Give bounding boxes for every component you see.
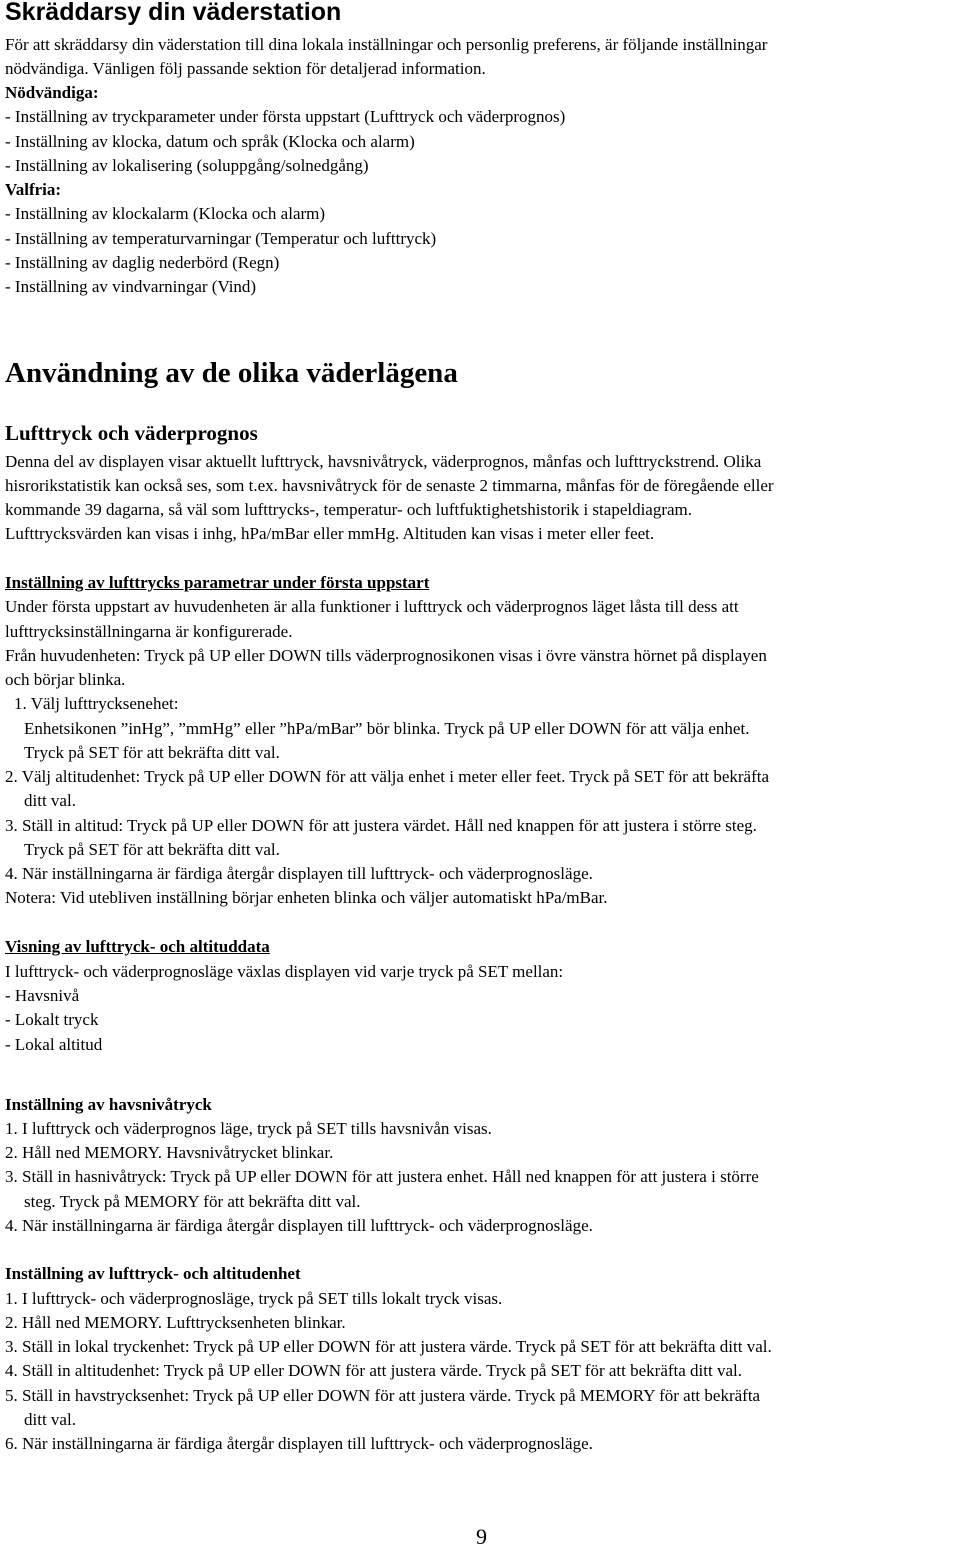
required-item: - Inställning av lokalisering (soluppgång/solnedgång) xyxy=(5,156,369,175)
setup-step: Tryck på SET för att bekräfta ditt val. xyxy=(24,743,280,762)
units-step: 4. Ställ in altitudenhet: Tryck på UP eller DOWN för att justera värde. Tryck på SET för att bekräfta ditt val. xyxy=(5,1361,742,1380)
subsection-title: Lufttryck och väderprognos xyxy=(5,421,258,445)
units-step: ditt val. xyxy=(24,1410,76,1429)
required-item: - Inställning av tryckparameter under första uppstart (Lufttryck och väderprognos) xyxy=(5,107,566,126)
subsection-text: Lufttrycksvärden kan visas i inhg, hPa/mBar eller mmHg. Altituden kan visas i meter eller feet. xyxy=(5,524,655,543)
section-title: Användning av de olika väderlägena xyxy=(5,357,458,389)
sealevel-step: 2. Håll ned MEMORY. Havsnivåtrycket blinkar. xyxy=(5,1143,334,1162)
display-item: - Lokalt tryck xyxy=(5,1010,99,1029)
units-heading: Inställning av lufttryck- och altitudenhet xyxy=(5,1264,301,1283)
setup-step: Tryck på SET för att bekräfta ditt val. xyxy=(24,840,280,859)
subsection-text: Denna del av displayen visar aktuellt lufttryck, havsnivåtryck, väderprognos, månfas och lufttryckstrend. Olika xyxy=(5,452,762,471)
subsection-text: kommande 39 dagarna, så väl som lufttrycks-, temperatur- och luftfuktighetshistorik i stapeldiagram. xyxy=(5,500,693,519)
setup-heading: Inställning av lufttrycks parametrar under första uppstart xyxy=(5,573,430,592)
sealevel-step: 4. När inställningarna är färdiga återgår displayen till lufttryck- och väderprognosläge. xyxy=(5,1216,593,1235)
units-step: 6. När inställningarna är färdiga återgår displayen till lufttryck- och väderprognosläge. xyxy=(5,1434,593,1453)
setup-step: 3. Ställ in altitud: Tryck på UP eller DOWN för att justera värdet. Håll ned knappen för att justera i större steg. xyxy=(5,816,757,835)
sealevel-step: steg. Tryck på MEMORY för att bekräfta ditt val. xyxy=(24,1192,361,1211)
optional-item: - Inställning av daglig nederbörd (Regn) xyxy=(5,253,280,272)
sealevel-step: 1. I lufttryck och väderprognos läge, tryck på SET tills havsnivån visas. xyxy=(5,1119,492,1138)
optional-item: - Inställning av vindvarningar (Vind) xyxy=(5,277,257,296)
display-item: - Lokal altitud xyxy=(5,1035,103,1054)
display-text: I lufttryck- och väderprognosläge växlas displayen vid varje tryck på SET mellan: xyxy=(5,962,564,981)
sealevel-heading: Inställning av havsnivåtryck xyxy=(5,1095,212,1114)
sealevel-step: 3. Ställ in hasnivåtryck: Tryck på UP eller DOWN för att justera enhet. Håll ned knappen för att justera i större xyxy=(5,1167,759,1186)
optional-label: Valfria: xyxy=(5,180,62,199)
setup-note: Notera: Vid utebliven inställning börjar enheten blinka och väljer automatiskt hPa/mBar. xyxy=(5,888,608,907)
setup-step: ditt val. xyxy=(24,791,76,810)
setup-step: 4. När inställningarna är färdiga återgår displayen till lufttryck- och väderprognosläge. xyxy=(5,864,593,883)
setup-text: Under första uppstart av huvudenheten är alla funktioner i lufttryck och väderprognos läget låsta till dess att xyxy=(5,597,739,616)
page-number: 9 xyxy=(476,1524,487,1549)
page-title: Skräddarsy din väderstation xyxy=(5,0,342,26)
setup-text: och börjar blinka. xyxy=(5,670,126,689)
setup-step: Enhetsikonen ”inHg”, ”mmHg” eller ”hPa/mBar” bör blinka. Tryck på UP eller DOWN för att välja enhet. xyxy=(24,719,750,738)
units-step: 2. Håll ned MEMORY. Lufttrycksenheten blinkar. xyxy=(5,1313,346,1332)
units-step: 1. I lufttryck- och väderprognosläge, tryck på SET tills lokalt tryck visas. xyxy=(5,1289,503,1308)
optional-item: - Inställning av temperaturvarningar (Temperatur och lufttryck) xyxy=(5,229,437,248)
subsection-text: hisrorikstatistik kan också ses, som t.ex. havsnivåtryck för de senaste 2 timmarna, månfas för de föregående eller xyxy=(5,476,774,495)
intro-line: För att skräddarsy din väderstation till dina lokala inställningar och personlig preferens, är följande inställningar xyxy=(5,35,768,54)
display-heading: Visning av lufttryck- och altituddata xyxy=(5,937,270,956)
required-label: Nödvändiga: xyxy=(5,83,99,102)
required-item: - Inställning av klocka, datum och språk (Klocka och alarm) xyxy=(5,132,415,151)
setup-step: 2. Välj altitudenhet: Tryck på UP eller DOWN för att välja enhet i meter eller feet. Tryck på SET för att bekräfta xyxy=(5,767,769,786)
intro-line: nödvändiga. Vänligen följ passande sektion för detaljerad information. xyxy=(5,59,486,78)
units-step: 3. Ställ in lokal tryckenhet: Tryck på UP eller DOWN för att justera värde. Tryck på SET för att bekräfta ditt val. xyxy=(5,1337,772,1356)
setup-text: lufttrycksinställningarna är konfigurerade. xyxy=(5,622,293,641)
display-item: - Havsnivå xyxy=(5,986,80,1005)
units-step: 5. Ställ in havstrycksenhet: Tryck på UP eller DOWN för att justera värde. Tryck på MEMORY för att bekräfta xyxy=(5,1386,761,1405)
optional-item: - Inställning av klockalarm (Klocka och alarm) xyxy=(5,204,326,223)
setup-step: 1. Välj lufttrycksenehet: xyxy=(14,694,179,713)
setup-text: Från huvudenheten: Tryck på UP eller DOWN tills väderprognosikonen visas i övre vänstra hörnet på displayen xyxy=(5,646,767,665)
